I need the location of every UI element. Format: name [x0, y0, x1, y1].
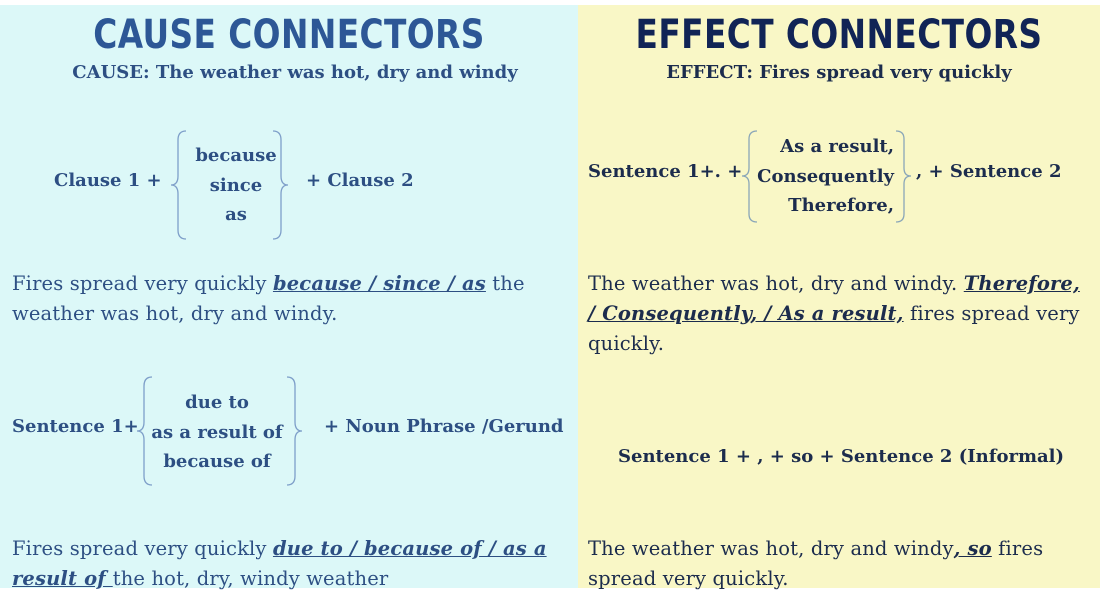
option-item: because [195, 145, 277, 166]
effect-example2 [588, 534, 1088, 594]
cause-formula1-options [190, 141, 282, 230]
effect-formula1-left: Sentence 1+. + [588, 161, 743, 182]
example-text: Fires spread very quickly [12, 272, 273, 295]
right-brace-icon [271, 130, 291, 240]
effect-formula1-options [750, 132, 894, 221]
effect-title: EFFECT CONNECTORS [635, 12, 1043, 58]
cause-formula2-options [150, 388, 284, 477]
connector-highlight: , so [953, 537, 992, 560]
cause-title: CAUSE CONNECTORS [93, 12, 485, 58]
option-item: because of [163, 451, 271, 472]
connector-highlight: because / since / as [272, 272, 486, 295]
example-text: Fires spread very quickly [12, 537, 273, 560]
connector-highlight: due to / because of / as a result of [12, 537, 547, 590]
option-item: as [225, 204, 247, 225]
example-text: fires spread very quickly. [588, 537, 1044, 590]
example-text: the hot, dry, windy weather [112, 567, 389, 590]
example-text: fires spread very quickly. [588, 302, 1080, 355]
cause-formula2-left: Sentence 1+ [12, 416, 139, 437]
connector-highlight: Therefore, / Consequently, / As a result, [588, 272, 1080, 325]
option-item: Consequently [757, 165, 894, 187]
cause-subtitle: CAUSE: The weather was hot, dry and windy [72, 62, 518, 83]
example-text: The weather was hot, dry and windy. [588, 272, 964, 295]
effect-example1 [588, 269, 1088, 359]
option-item: due to [185, 392, 249, 413]
cause-example2 [12, 534, 557, 594]
option-item: as a result of [151, 421, 283, 443]
option-item: since [209, 174, 263, 196]
cause-formula1-right: + Clause 2 [306, 170, 414, 191]
effect-subtitle: EFFECT: Fires spread very quickly [666, 62, 1012, 83]
cause-example1 [12, 269, 557, 329]
right-brace-icon [894, 130, 914, 223]
option-item: As a result, [780, 136, 894, 157]
effect-formula2: Sentence 1 + , + so + Sentence 2 (Informal) [618, 446, 1065, 467]
example-text: the weather was hot, dry and windy. [12, 272, 525, 325]
effect-column [578, 5, 1100, 588]
cause-formula1-left: Clause 1 + [54, 170, 162, 191]
cause-column [0, 5, 578, 588]
right-brace-icon [285, 376, 305, 486]
cause-formula2-right: + Noun Phrase /Gerund [324, 416, 564, 437]
effect-formula1-right: , + Sentence 2 [916, 161, 1062, 182]
left-brace-icon [168, 130, 188, 240]
example-text: The weather was hot, dry and windy [588, 537, 954, 560]
option-item: Therefore, [788, 195, 894, 216]
